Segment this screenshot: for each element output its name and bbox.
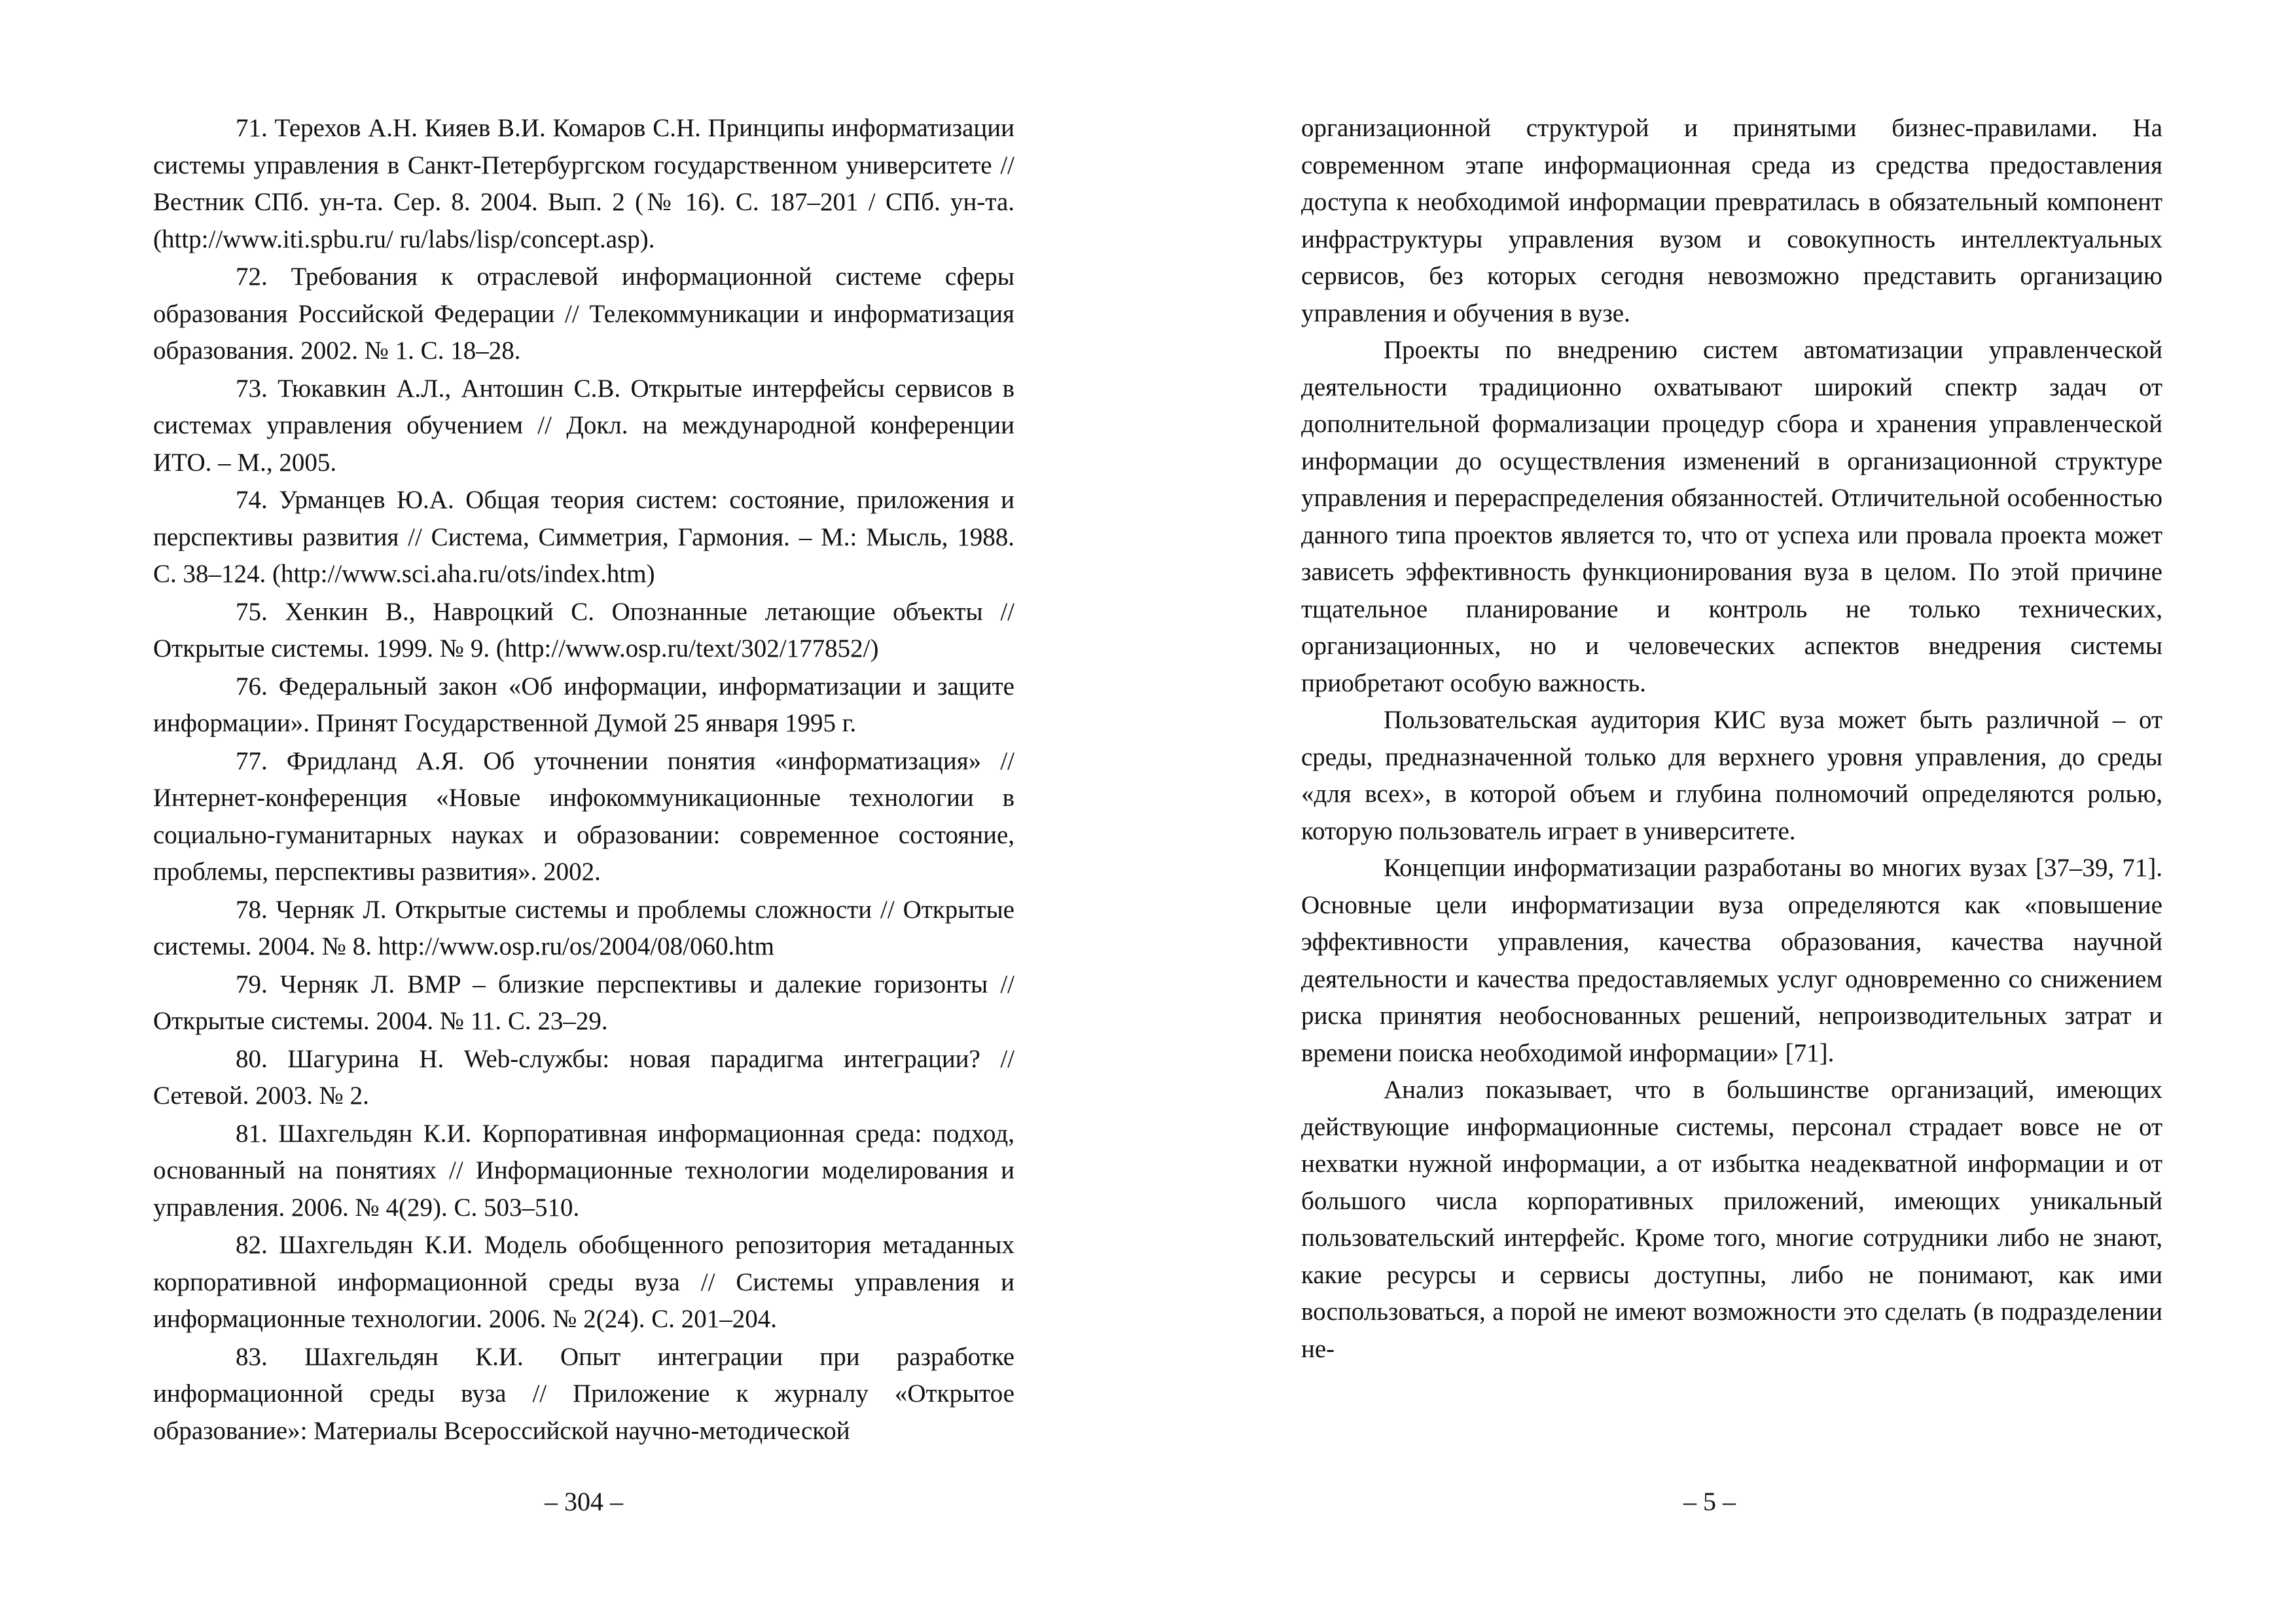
right-page-number: – 5 – — [1683, 1487, 1736, 1516]
left-page-number: – 304 – — [545, 1487, 623, 1516]
right-page — [1148, 0, 2296, 1623]
reference-item: 81. Шахгельдян К.И. Корпоративная информационная среда: подход, основанный на понятиях // Информационные технологии моделирования и управления. 2006. № 4(29). С. 503–510. — [153, 1119, 1014, 1222]
reference-item: 75. Хенкин В., Навроцкий С. Опознанные летающие объекты // Открытые системы. 1999. № 9. (http://www.osp.ru/text/302/177852/) — [153, 597, 1014, 663]
reference-item: 74. Урманцев Ю.А. Общая теория систем: состояние, приложения и перспективы развития // Система, Симметрия, Гармония. – М.: Мысль, 1988. С. 38–124. (http://www.sci.aha.ru/ots/index.htm) — [153, 486, 1014, 588]
reference-item: 71. Терехов А.Н. Кияев В.И. Комаров С.Н. Принципы информатизации системы управления в Санкт-Петербургском государственном университете // Вестник СПб. ун-та. Сер. 8. 2004. Вып. 2 (№ 16). С. 187–201 / СПб. ун-та. (http://www.iti.spbu.ru/ ru/labs/lisp/concept.asp). — [153, 114, 1014, 253]
reference-item: 76. Федеральный закон «Об информации, информатизации и защите информации». Принят Государственной Думой 25 января 1995 г. — [153, 672, 1014, 737]
reference-list — [153, 110, 1014, 1450]
reference-item: 78. Черняк Л. Открытые системы и проблемы сложности // Открытые системы. 2004. № 8. http://www.osp.ru/os/2004/08/060.htm — [153, 895, 1014, 960]
paragraph: Пользовательская аудитория КИС вуза может быть различной – от среды, предназначенной только для верхнего уровня управления, до среды «для всех», в которой объем и глубина полномочий определяются ролью, которую пользователь играет в университете. — [1301, 706, 2162, 845]
reference-item: 82. Шахгельдян К.И. Модель обобщенного репозитория метаданных корпоративной информационной среды вуза // Системы управления и информационные технологии. 2006. № 2(24). С. 201–204. — [153, 1231, 1014, 1333]
reference-item: 83. Шахгельдян К.И. Опыт интеграции при разработке информационной среды вуза // Приложение к журналу «Открытое образование»: Материалы Всероссийской научно-методической — [153, 1342, 1014, 1445]
reference-item: 72. Требования к отраслевой информационной системе сферы образования Российской Федерации // Телекоммуникации и информатизация образования. 2002. № 1. С. 18–28. — [153, 263, 1014, 365]
reference-item: 79. Черняк Л. BMP – близкие перспективы и далекие горизонты // Открытые системы. 2004. № 11. С. 23–29. — [153, 970, 1014, 1035]
reference-item: 73. Тюкавкин А.Л., Антошин С.В. Открытые интерфейсы сервисов в системах управления обучением // Докл. на международной конференции ИТО. – М., 2005. — [153, 374, 1014, 477]
paragraph: Проекты по внедрению систем автоматизации управленческой деятельности традиционно охватывают широкий спектр задач от дополнительной формализации процедур сбора и хранения управленческой информации до осуществления изменений в организационной структуре управления и перераспределения обязанностей. Отличительной особенностью данного типа проектов является то, что от успеха или провала проекта может зависеть эффективность функционирования вуза в целом. По этой причине тщательное планирование и контроль не только технических, организационных, но и человеческих аспектов внедрения системы приобретают особую важность. — [1301, 336, 2162, 697]
paragraph: Концепции информатизации разработаны во многих вузах [37–39, 71]. Основные цели информатизации вуза определяются как «повышение эффективности управления, качества образования, качества научной деятельности и качества предоставляемых услуг одновременно со снижением риска принятия необоснованных решений, непроизводительных затрат и времени поиска необходимой информации» [71]. — [1301, 854, 2162, 1067]
reference-item: 77. Фридланд А.Я. Об уточнении понятия «информатизация» // Интернет-конференция «Новые инфокоммуникационные технологии в социально-гуманитарных науках и образовании: современное состояние, проблемы, перспективы развития». 2002. — [153, 746, 1014, 886]
paragraph: организационной структурой и принятыми бизнес-правилами. На современном этапе информационная среда из средства предоставления доступа к необходимой информации превратилась в обязательный компонент инфраструктуры управления вузом и совокупность интеллектуальных сервисов, без которых сегодня невозможно представить организацию управления и обучения в вузе. — [1301, 114, 2162, 327]
body-text — [1301, 110, 2162, 1368]
reference-item: 80. Шагурина Н. Web-службы: новая парадигма интеграции? // Сетевой. 2003. № 2. — [153, 1044, 1014, 1110]
paragraph: Анализ показывает, что в большинстве организаций, имеющих действующие информационные системы, персонал страдает вовсе не от нехватки нужной информации, а от избытка неадекватной информации и от большого числа корпоративных приложений, имеющих уникальный пользовательский интерфейс. Кроме того, многие сотрудники либо не знают, какие ресурсы и сервисы доступны, либо не понимают, как ими воспользоваться, а порой не имеют возможности это сделать (в подразделении не- — [1301, 1076, 2162, 1363]
